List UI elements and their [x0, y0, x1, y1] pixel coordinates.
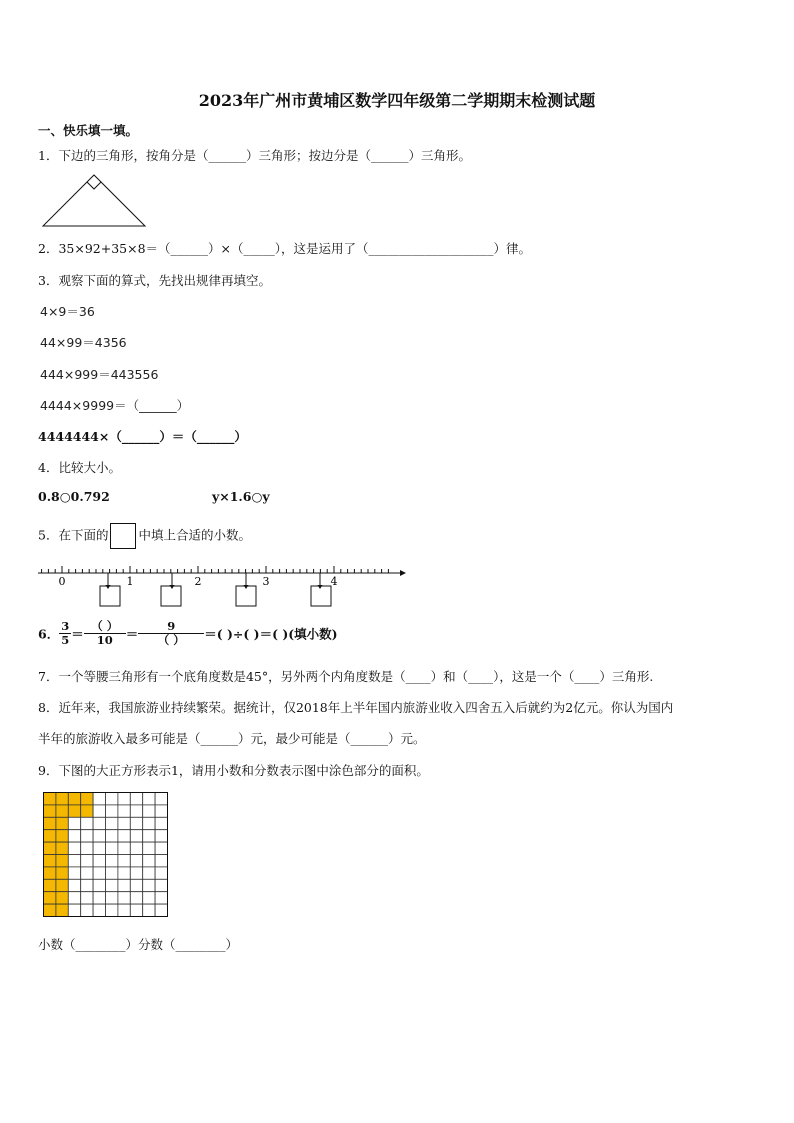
grid-cell: [155, 805, 167, 817]
grid-cell: [143, 842, 155, 854]
q5-text-pre: 5．在下面的: [38, 527, 109, 543]
grid-cell: [68, 817, 80, 829]
q6-fraction-2-numerator: （ ）: [84, 620, 126, 634]
grid-cell: [118, 842, 130, 854]
grid-cell: [93, 904, 105, 916]
question-7: 7．一个等腰三角形有一个底角度数是45°，另外两个内角度数是（____）和（____），这是一个（____）三角形.: [38, 669, 654, 684]
grid-cell: [155, 892, 167, 904]
grid-cell: [106, 879, 118, 891]
grid-cell: [106, 793, 118, 805]
grid-cell: [118, 867, 130, 879]
number-line-label: 1: [126, 575, 134, 588]
number-line-answer-boxes: [100, 573, 331, 606]
grid-cell: [81, 855, 93, 867]
shaded-cell: [44, 867, 56, 879]
grid-cell: [155, 867, 167, 879]
q6-fraction-2-denominator: 10: [96, 633, 113, 648]
shaded-cell: [44, 830, 56, 842]
q6-fraction-1-numerator: 3: [61, 619, 70, 633]
q3-line-1: 4×9＝36: [40, 304, 95, 319]
shaded-cell: [56, 830, 68, 842]
number-line-ticks: [42, 566, 389, 573]
grid-cell: [143, 805, 155, 817]
shaded-cell: [56, 879, 68, 891]
grid-cell: [81, 879, 93, 891]
grid-cell: [118, 879, 130, 891]
shaded-cell: [56, 817, 68, 829]
grid-cell: [143, 904, 155, 916]
question-8-line-1: 8．近年来，我国旅游业持续繁荣。据统计，仅2018年上半年国内旅游业收入四舍五入后就约为2亿元。你认为国内: [38, 700, 674, 715]
shaded-cell: [44, 842, 56, 854]
grid-cell: [118, 793, 130, 805]
number-line-label: 2: [194, 575, 202, 588]
shaded-cell: [81, 805, 93, 817]
grid-cell: [143, 892, 155, 904]
grid-cell: [118, 892, 130, 904]
grid-cell: [68, 830, 80, 842]
q6-fraction-1: [59, 620, 71, 647]
grid-cell: [130, 904, 142, 916]
grid-cell: [118, 830, 130, 842]
grid-cell: [155, 855, 167, 867]
grid-cell: [81, 842, 93, 854]
answer-box: [311, 586, 331, 606]
q3-line-4: 4444×9999＝（______）: [40, 398, 190, 413]
q4-compare-b: y×1.6○y: [212, 489, 270, 504]
grid-cell: [93, 817, 105, 829]
shaded-cell: [44, 904, 56, 916]
grid-cell: [118, 904, 130, 916]
question-2: 2．35×92+35×8＝（______）×（_____），这是运用了（____________________）律。: [38, 241, 532, 256]
shaded-cell: [44, 793, 56, 805]
grid-cell: [143, 793, 155, 805]
shaded-cell: [44, 892, 56, 904]
grid-cell: [106, 892, 118, 904]
answer-box: [161, 586, 181, 606]
hundred-grid-figure: [43, 792, 169, 918]
shaded-cell: [56, 904, 68, 916]
question-8-line-2: 半年的旅游收入最多可能是（______）元，最少可能是（______）元。: [38, 731, 426, 746]
shaded-cell: [68, 793, 80, 805]
grid-cell: [106, 830, 118, 842]
number-line: [0, 556, 420, 612]
shaded-cell: [68, 805, 80, 817]
shaded-cell: [44, 805, 56, 817]
shaded-cell: [56, 867, 68, 879]
grid-cell: [93, 855, 105, 867]
grid-cell: [81, 892, 93, 904]
grid-cell: [155, 793, 167, 805]
grid-cell: [130, 879, 142, 891]
q6-tail: ＝( )÷( )＝( )(填小数): [204, 626, 338, 642]
grid-cell: [155, 879, 167, 891]
grid-cell: [81, 817, 93, 829]
grid-cells: [44, 793, 168, 917]
grid-cell: [130, 817, 142, 829]
shaded-cell: [56, 855, 68, 867]
shaded-cell: [44, 855, 56, 867]
grid-cell: [106, 855, 118, 867]
q6-equals-2: ＝: [125, 626, 139, 642]
q6-fraction-2: [84, 620, 126, 647]
q6-number: 6．: [38, 626, 60, 642]
q3-line-2: 44×99＝4356: [40, 335, 127, 350]
grid-cell: [106, 842, 118, 854]
q6-equals-1: ＝: [71, 626, 84, 642]
number-line-label: 4: [330, 575, 338, 588]
grid-cell: [68, 855, 80, 867]
shaded-cell: [44, 879, 56, 891]
grid-cell: [68, 842, 80, 854]
grid-cell: [130, 842, 142, 854]
grid-cell: [93, 867, 105, 879]
right-angle-mark: [87, 182, 101, 189]
grid-cell: [68, 892, 80, 904]
right-triangle-figure: [40, 172, 150, 230]
question-1: 1．下边的三角形，按角分是（______）三角形；按边分是（______）三角形。: [38, 148, 471, 163]
q6-fraction-3: [138, 620, 204, 647]
grid-cell: [81, 867, 93, 879]
number-line-label: 0: [58, 575, 66, 588]
grid-cell: [130, 855, 142, 867]
grid-cell: [93, 892, 105, 904]
shaded-cell: [56, 842, 68, 854]
grid-cell: [143, 879, 155, 891]
grid-cell: [81, 904, 93, 916]
grid-cell: [106, 867, 118, 879]
grid-cell: [143, 830, 155, 842]
shaded-cell: [56, 892, 68, 904]
grid-cell: [106, 817, 118, 829]
grid-cell: [143, 867, 155, 879]
grid-cell: [106, 904, 118, 916]
grid-cell: [130, 830, 142, 842]
grid-cell: [93, 842, 105, 854]
shaded-cell: [81, 793, 93, 805]
grid-cell: [155, 904, 167, 916]
grid-cell: [155, 817, 167, 829]
grid-cell: [93, 879, 105, 891]
question-3: 3．观察下面的算式，先找出规律再填空。: [38, 273, 271, 288]
grid-cell: [130, 892, 142, 904]
grid-cell: [93, 830, 105, 842]
answer-box: [100, 586, 120, 606]
shaded-cell: [56, 805, 68, 817]
inline-answer-box: [110, 523, 136, 549]
q3-line-3: 444×999＝443556: [40, 367, 159, 382]
grid-cell: [93, 793, 105, 805]
grid-cell: [130, 793, 142, 805]
section-heading: 一、快乐填一填。: [38, 123, 139, 138]
grid-cell: [106, 805, 118, 817]
q6-fraction-1-denominator: 5: [61, 633, 70, 648]
q6-fraction-3-numerator: 9: [138, 620, 204, 634]
question-5: [38, 523, 251, 549]
grid-cell: [130, 805, 142, 817]
shaded-cell: [56, 793, 68, 805]
grid-cell: [155, 842, 167, 854]
shaded-cell: [44, 817, 56, 829]
grid-cell: [93, 805, 105, 817]
grid-cell: [68, 867, 80, 879]
grid-cell: [143, 855, 155, 867]
grid-cell: [143, 817, 155, 829]
number-line-label: 3: [262, 575, 270, 588]
grid-cell: [118, 805, 130, 817]
q4-compare-a: 0.8○0.792: [38, 489, 110, 504]
grid-cell: [81, 830, 93, 842]
grid-cell: [118, 817, 130, 829]
number-line-arrow: [400, 570, 406, 576]
question-9: 9．下图的大正方形表示1，请用小数和分数表示图中涂色部分的面积。: [38, 763, 429, 778]
grid-cell: [118, 855, 130, 867]
q6-fraction-3-denominator: （ ）: [157, 633, 185, 648]
question-4: 4．比较大小。: [38, 460, 121, 475]
question-6: [38, 620, 338, 647]
grid-cell: [130, 867, 142, 879]
grid-cell: [68, 879, 80, 891]
grid-cell: [155, 830, 167, 842]
q3-line-5: 4444444×（______）＝（______）: [38, 429, 247, 444]
q5-text-post: 中填上合适的小数。: [138, 527, 251, 543]
q9-answer: 小数（________）分数（________）: [38, 937, 239, 952]
page-title: 2023年广州市黄埔区数学四年级第二学期期末检测试题: [198, 91, 596, 110]
grid-cell: [68, 904, 80, 916]
